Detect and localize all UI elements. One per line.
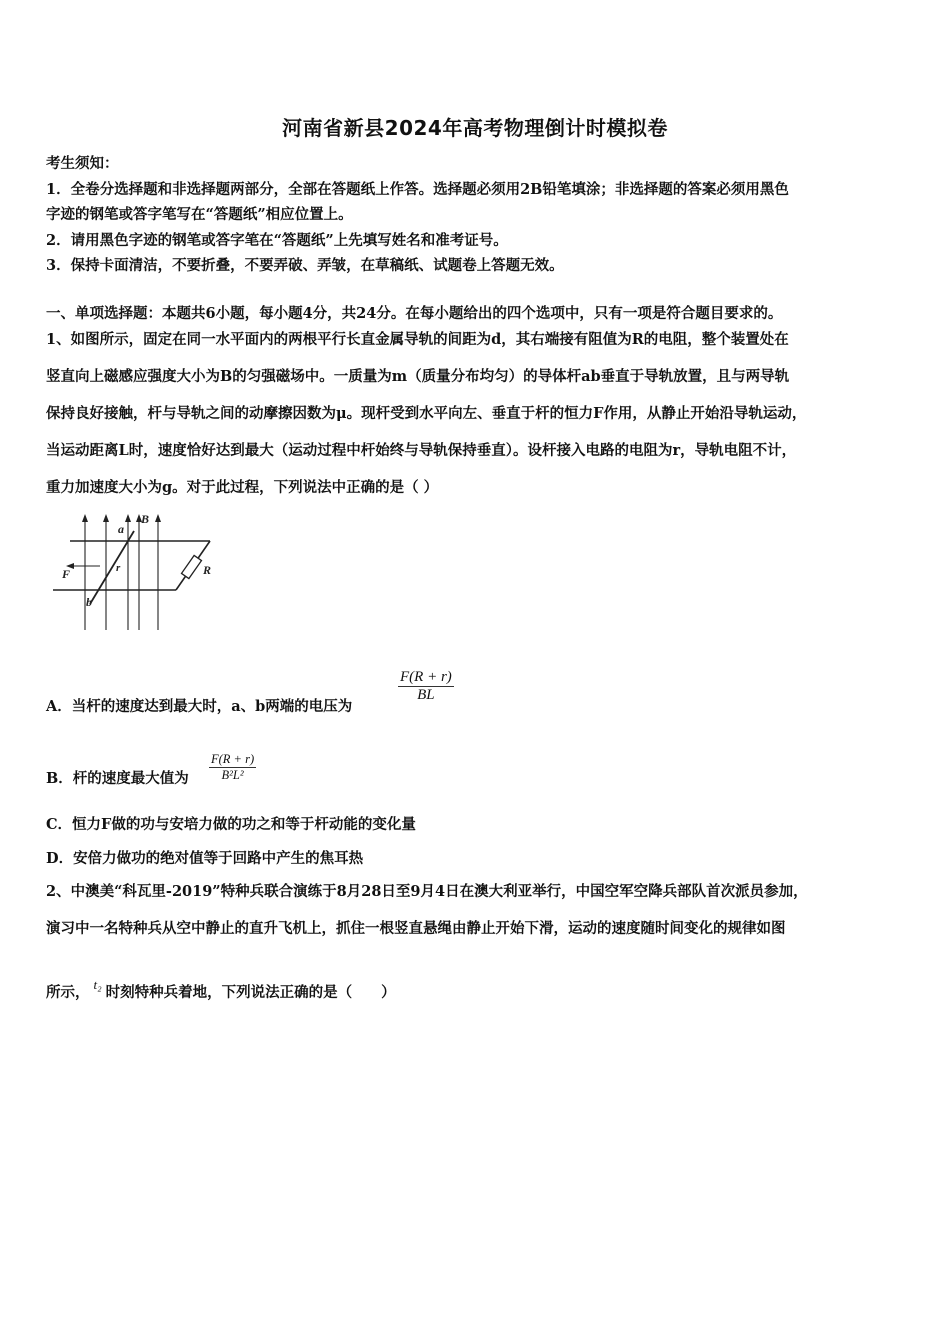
question-2-line: 演习中一名特种兵从空中静止的直升飞机上，抓住一根竖直悬绳由静止开始下滑，运动的速度随时间变化的规律如图 xyxy=(46,920,786,937)
fraction-denominator: B²L² xyxy=(221,768,244,782)
question-2-line: 2、中澳美“科瓦里-2019”特种兵联合演练于8月28日至9月4日在澳大利亚举行，中国空军空降兵部队首次派员参加， xyxy=(46,883,808,900)
q2-line3-pre: 所示， xyxy=(46,984,90,1001)
rail-circuit-figure xyxy=(48,508,223,633)
question-1-line: 当运动距离L时，速度恰好达到最大（运动过程中杆始终与导轨保持垂直）。设杆接入电路的电阻为r，导轨电阻不计， xyxy=(46,442,797,459)
question-1-line: 保持良好接触，杆与导轨之间的动摩擦因数为μ。现杆受到水平向左、垂直于杆的恒力F作用，从静止开始沿导轨运动， xyxy=(46,405,807,422)
option-a-fraction xyxy=(398,669,454,704)
label-b: b xyxy=(86,595,92,609)
label-R: R xyxy=(203,563,212,577)
q2-line3-post: 时刻特种兵着地，下列说法正确的是（ ） xyxy=(105,984,396,1001)
notice-item: 2．请用黑色字迹的钢笔或答字笔在“答题纸”上先填写姓名和准考证号。 xyxy=(46,232,508,249)
question-1-line: 重力加速度大小为g。对于此过程，下列说法中正确的是（ ） xyxy=(46,479,439,496)
label-a: a xyxy=(118,522,124,536)
option-a: A．当杆的速度达到最大时，a、b两端的电压为 xyxy=(46,698,353,715)
page-title: 河南省新县2024年高考物理倒计时模拟卷 xyxy=(282,116,668,140)
question-2-line xyxy=(46,977,396,1002)
option-b: B．杆的速度最大值为 xyxy=(46,770,189,787)
label-B: B xyxy=(141,512,150,526)
question-1-line: 1、如图所示，固定在同一水平面内的两根平行长直金属导轨的间距为d，其右端接有阻值为R的电阻，整个装置处在 xyxy=(46,331,789,348)
notice-item: 1．全卷分选择题和非选择题两部分，全部在答题纸上作答。选择题必须用2B铅笔填涂；非选择题的答案必须用黑色 xyxy=(46,181,789,198)
notice-item: 字迹的钢笔或答字笔写在“答题纸”相应位置上。 xyxy=(46,206,353,223)
option-c: C．恒力F做的功与安培力做的功之和等于杆动能的变化量 xyxy=(46,816,416,833)
notice-heading: 考生须知： xyxy=(46,155,119,172)
option-d: D．安倍力做功的绝对值等于回路中产生的焦耳热 xyxy=(46,850,364,867)
fraction-numerator: F(R + r) xyxy=(400,669,452,685)
t2-symbol: t₂ xyxy=(93,977,102,992)
notice-item: 3．保持卡面清洁，不要折叠，不要弄破、弄皱，在草稿纸、试题卷上答题无效。 xyxy=(46,257,564,274)
label-F: F xyxy=(62,567,71,581)
question-1-line: 竖直向上磁感应强度大小为B的匀强磁场中。一质量为m（质量分布均匀）的导体杆ab垂直于导轨放置，且与两导轨 xyxy=(46,368,790,385)
option-b-fraction xyxy=(209,752,256,783)
fraction-numerator: F(R + r) xyxy=(211,752,255,766)
label-r: r xyxy=(116,562,121,574)
section-heading: 一、单项选择题：本题共6小题，每小题4分，共24分。在每小题给出的四个选项中，只有一项是符合题目要求的。 xyxy=(46,305,783,322)
fraction-denominator: BL xyxy=(417,687,435,703)
